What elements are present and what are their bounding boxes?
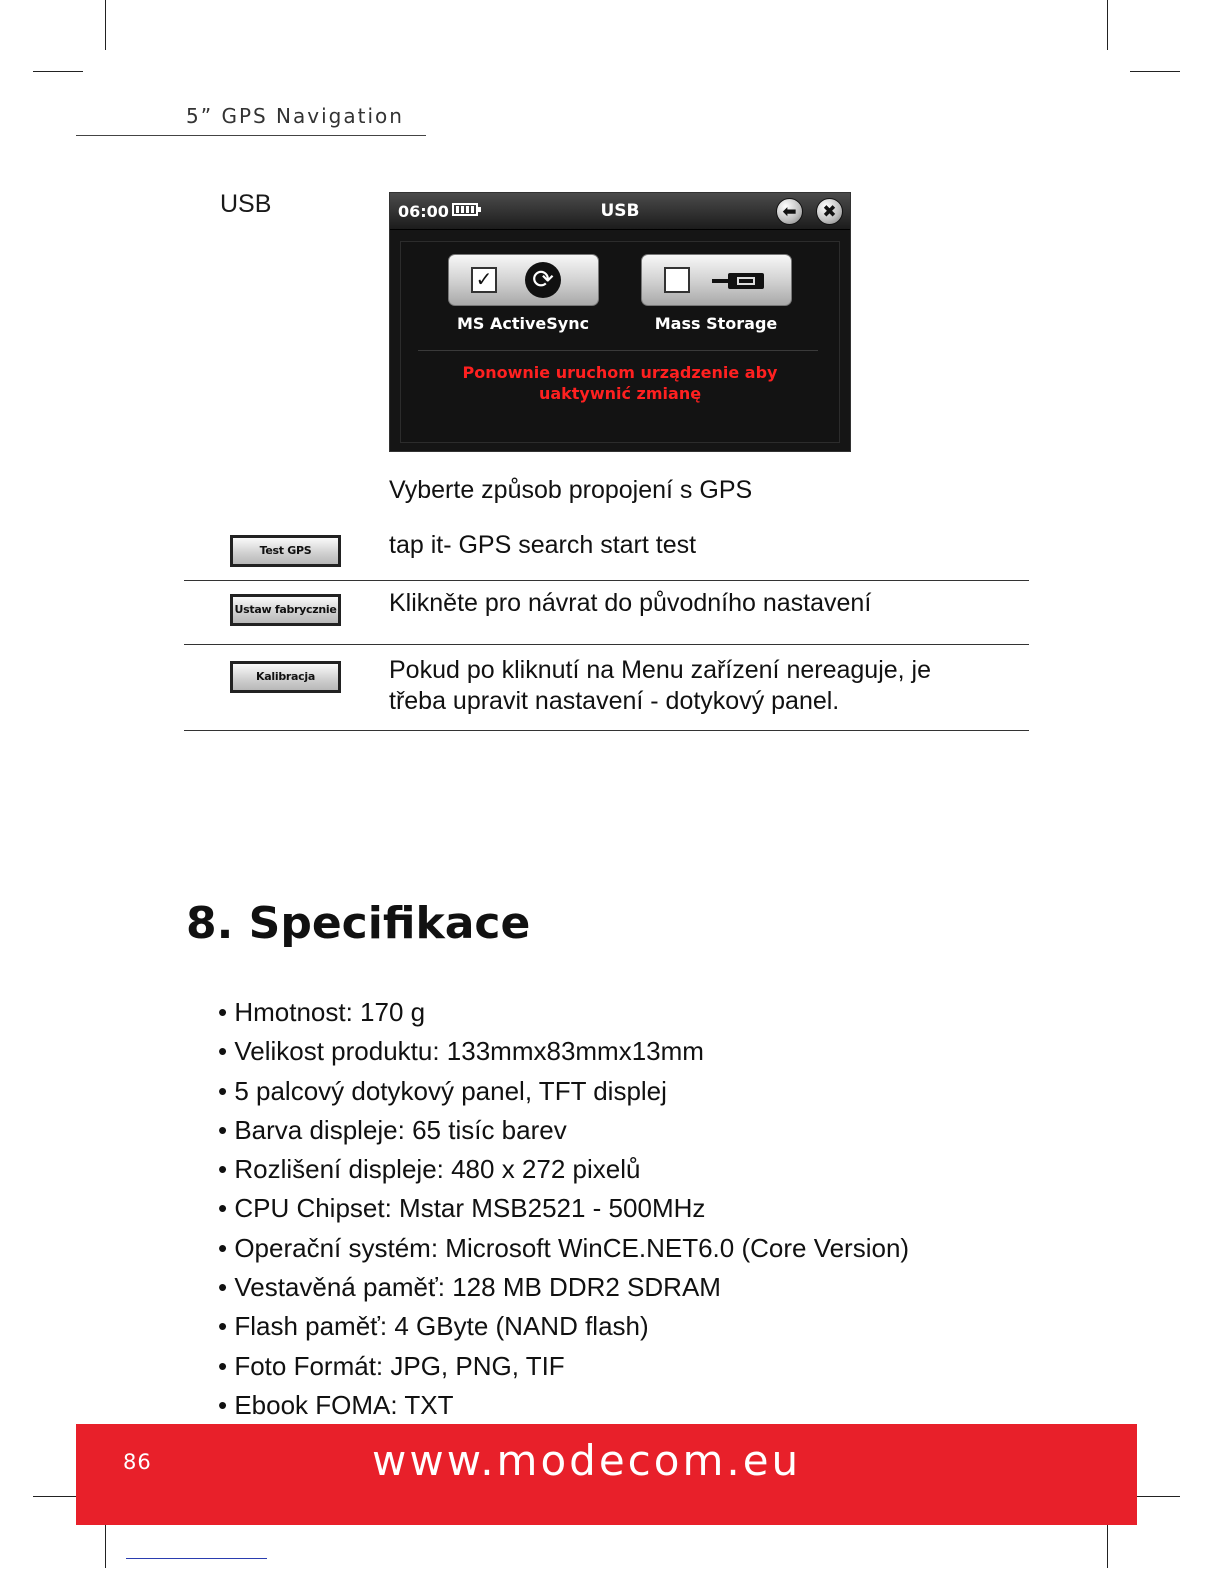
calibration-button[interactable] (230, 661, 341, 693)
specs-heading: 8. Specifikace (186, 898, 531, 949)
mass-storage-label: Mass Storage (654, 314, 778, 333)
usb-device-screen (389, 192, 851, 452)
calibration-button-label: Kalibracja (233, 664, 338, 690)
spec-item: • 5 palcový dotykový panel, TFT displej (218, 1075, 667, 1106)
usb-section-label: USB (220, 190, 272, 218)
test-gps-description: tap it- GPS search start test (389, 531, 697, 559)
screen-separator (418, 350, 818, 351)
footer-website-link[interactable]: www.modecom.eu (372, 1436, 802, 1485)
screen-clock: 06:00 (398, 202, 449, 221)
sync-icon: ⟳ (525, 262, 561, 298)
spec-item: • Vestavěná paměť: 128 MB DDR2 SDRAM (218, 1272, 721, 1303)
close-icon[interactable]: ✖ (816, 198, 843, 225)
spec-item: • CPU Chipset: Mstar MSB2521 - 500MHz (218, 1193, 706, 1224)
row-divider (184, 730, 1029, 731)
back-arrow-icon[interactable]: ⬅ (776, 198, 803, 225)
usb-plug-icon (712, 273, 766, 289)
spec-item: • Velikost produktu: 133mmx83mmx13mm (218, 1036, 704, 1067)
screen-title: USB (600, 201, 640, 221)
footer-banner (76, 1424, 1137, 1525)
spec-item: • Ebook FOMA: TXT (218, 1389, 454, 1420)
factory-reset-button[interactable] (230, 594, 341, 626)
crop-mark (1130, 1496, 1180, 1497)
crop-mark (105, 0, 106, 50)
crop-mark (1107, 0, 1108, 50)
factory-reset-description: Klikněte pro návrat do původního nastavení (389, 589, 872, 617)
spec-item: • Operační systém: Microsoft WinCE.NET6.0 (Core Version) (218, 1232, 910, 1263)
crop-mark (1130, 71, 1180, 72)
row-divider (184, 644, 1029, 645)
spec-item: • Barva displeje: 65 tisíc barev (218, 1114, 567, 1145)
page-number: 86 (123, 1450, 152, 1474)
spec-item: • Flash paměť: 4 GByte (NAND flash) (218, 1311, 649, 1342)
test-gps-button[interactable] (230, 535, 341, 567)
crop-mark (33, 71, 83, 72)
mass-storage-option-button[interactable] (641, 254, 792, 306)
factory-reset-button-label: Ustaw fabrycznie (233, 597, 338, 623)
usb-caption: Vyberte způsob propojení s GPS (389, 476, 753, 504)
activesync-checkbox[interactable]: ✓ (471, 267, 497, 293)
row-divider (184, 580, 1029, 581)
crop-mark (1107, 1518, 1108, 1568)
spec-item: • Foto Formát: JPG, PNG, TIF (218, 1350, 565, 1381)
spec-item: • Rozlišení displeje: 480 x 272 pixelů (218, 1154, 641, 1185)
test-gps-button-label: Test GPS (233, 538, 338, 564)
spec-list (218, 993, 909, 1425)
calibration-description-line-1: Pokud po kliknutí na Menu zařízení nereaguje, je (389, 656, 932, 684)
page-header-title: 5” GPS Navigation (186, 104, 404, 128)
crop-mark (105, 1518, 106, 1568)
mass-storage-checkbox[interactable] (664, 267, 690, 293)
bottom-underline (126, 1558, 267, 1559)
spec-item: • Hmotnost: 170 g (218, 997, 426, 1027)
restart-warning-line-1: Ponownie uruchom urządzenie aby (462, 363, 778, 382)
header-divider (76, 135, 426, 136)
restart-warning-line-2: uaktywnić zmianę (538, 384, 702, 403)
screen-title-bar (390, 193, 850, 230)
calibration-description-line-2: třeba upravit nastavení - dotykový panel. (389, 687, 840, 715)
activesync-option-button[interactable] (448, 254, 599, 306)
activesync-label: MS ActiveSync (456, 314, 590, 333)
